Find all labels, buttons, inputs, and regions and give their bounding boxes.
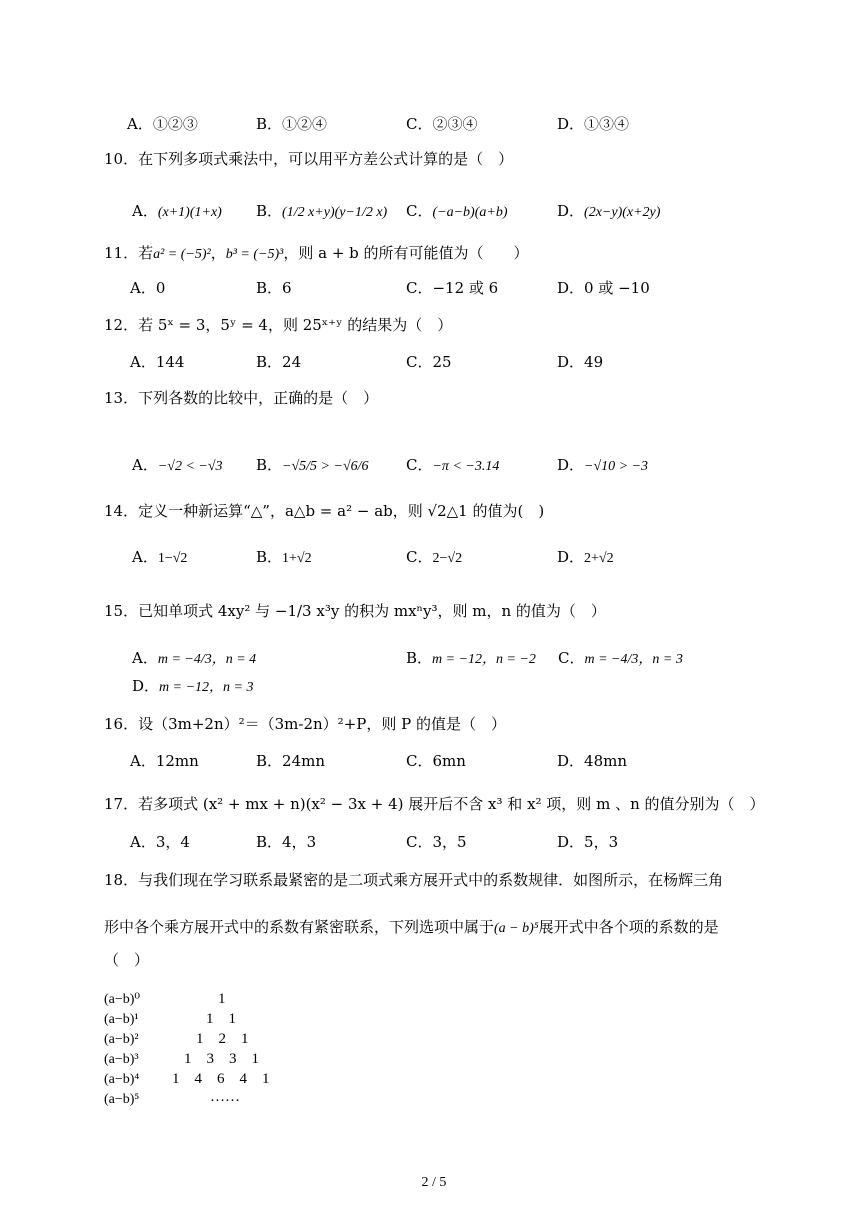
q18-line2 — [104, 917, 719, 939]
q13-option-b — [256, 455, 369, 477]
option-letter: D． — [557, 279, 585, 297]
triangle-row — [104, 1089, 139, 1110]
option-letter: C． — [406, 202, 433, 220]
q14-option-a — [132, 547, 187, 569]
q17-option-b — [256, 832, 316, 852]
q18-line1: 18．与我们现在学习联系最紧密的是二项式乘方展开式中的系数规律．如图所示，在杨辉三角 — [104, 871, 724, 889]
option-letter: A． — [127, 115, 153, 133]
q10-option-d — [557, 201, 660, 223]
q18-line3: （ ） — [104, 951, 150, 969]
option-letter: A． — [132, 548, 158, 566]
option-letter: C． — [558, 649, 585, 667]
option-letter: C． — [406, 279, 433, 297]
row-label: (a−b)⁰ — [104, 992, 141, 1007]
row-nums: 1 4 6 4 1 — [172, 1071, 270, 1087]
option-letter: A． — [132, 456, 158, 474]
q12-option-b — [256, 352, 301, 372]
option-letter: B． — [256, 279, 283, 297]
option-letter: D． — [557, 456, 585, 474]
q17-stem: 17．若多项式 (x² + mx + n)(x² − 3x + 4) 展开后不含 x³ 和 x² 项，则 m 、n 的值分别为（ ） — [104, 795, 765, 813]
option-value: 2−√2 — [432, 551, 463, 566]
yanghui-triangle — [104, 989, 404, 1119]
stem-expr: a² = (−5)² — [153, 247, 211, 262]
option-value: m = −12，n = −2 — [432, 652, 536, 667]
q14-option-b — [256, 547, 312, 569]
option-value: m = −4/3，n = 3 — [584, 652, 683, 667]
stem-expr: b³ = (−5)³ — [225, 247, 284, 262]
option-value: (−a−b)(a+b) — [432, 205, 508, 220]
option-value: 12mn — [155, 752, 199, 770]
option-letter: B． — [256, 833, 283, 851]
option-letter: B． — [256, 353, 283, 371]
stem-prefix: 11．若 — [104, 244, 154, 262]
row-nums: 1 — [218, 991, 226, 1007]
q14-stem: 14．定义一种新运算“△”，a△b = a² − ab，则 √2△1 的值为( ) — [104, 502, 545, 520]
q13-option-d — [557, 455, 648, 477]
option-letter: D． — [557, 833, 585, 851]
q12-option-c — [406, 352, 452, 372]
option-letter: A． — [130, 353, 156, 371]
option-value: 144 — [155, 353, 185, 371]
q15-option-a — [132, 648, 256, 670]
q12-option-d — [557, 352, 603, 372]
q11-option-b — [256, 278, 292, 298]
option-letter: A． — [132, 649, 158, 667]
stem-suffix: ，则 a + b 的所有可能值为（ ） — [283, 244, 529, 262]
option-value: (x+1)(1+x) — [157, 205, 222, 220]
row-nums: 1 2 1 — [196, 1031, 249, 1047]
q15-option-c — [558, 648, 683, 670]
option-value: 4，3 — [282, 833, 317, 851]
option-letter: D． — [557, 115, 585, 133]
q16-stem: 16．设（3m+2n）²＝（3m-2n）²+P，则 P 的值是（ ） — [104, 715, 506, 733]
option-letter: C． — [406, 353, 433, 371]
option-letter: D． — [132, 677, 160, 695]
option-value: −√2 < −√3 — [157, 459, 223, 474]
option-letter: D． — [557, 202, 585, 220]
option-value: 25 — [432, 353, 452, 371]
comma: ， — [210, 244, 226, 262]
row-label: (a−b)⁴ — [104, 1072, 140, 1087]
option-value: −π < −3.14 — [432, 459, 500, 474]
q18-line2-suffix: 展开式中各个项的系数的是 — [538, 918, 719, 936]
option-value: 24mn — [282, 752, 326, 770]
q10-option-a — [132, 201, 222, 223]
option-value: m = −4/3，n = 4 — [157, 652, 257, 667]
option-value: 24 — [282, 353, 302, 371]
option-value: 3，4 — [155, 833, 190, 851]
q17-option-a — [130, 832, 190, 852]
option-value: 6 — [282, 279, 292, 297]
option-value: 5，3 — [584, 833, 619, 851]
row-label: (a−b)¹ — [104, 1012, 139, 1027]
q10-stem: 10．在下列多项式乘法中，可以用平方差公式计算的是（ ） — [104, 150, 514, 168]
q16-option-b — [256, 751, 325, 771]
option-value: −√10 > −3 — [584, 459, 649, 474]
q15-stem: 15．已知单项式 4xy² 与 −1/3 x³y 的积为 mxⁿy³，则 m，n 的值为（ ） — [104, 602, 606, 620]
option-letter: A． — [132, 202, 158, 220]
q9-option-c — [406, 114, 478, 134]
row-nums: 1 3 3 1 — [184, 1051, 260, 1067]
option-letter: D． — [557, 752, 585, 770]
row-label: (a−b)³ — [104, 1052, 139, 1067]
triangle-row — [104, 1049, 139, 1070]
option-value: ①③④ — [584, 115, 630, 133]
triangle-row — [104, 1009, 139, 1030]
q9-option-d — [557, 114, 629, 134]
option-value: −√5/5 > −√6/6 — [282, 459, 369, 474]
option-letter: C． — [406, 456, 433, 474]
q18-line2-prefix: 形中各个乘方展开式中的系数有紧密联系，下列选项中属于 — [104, 918, 495, 936]
q16-option-a — [130, 751, 199, 771]
q17-option-d — [557, 832, 618, 852]
q12-stem: 12．若 5ˣ = 3，5ʸ = 4，则 25ˣ⁺ʸ 的结果为（ ） — [104, 316, 453, 334]
option-letter: A． — [130, 833, 156, 851]
option-letter: B． — [256, 752, 283, 770]
q15-option-b — [406, 648, 536, 670]
option-value: (1/2 x+y)(y−1/2 x) — [282, 205, 388, 220]
q9-option-b — [256, 114, 327, 134]
option-value: m = −12，n = 3 — [159, 680, 254, 695]
triangle-row — [104, 1029, 139, 1050]
q15-option-d — [132, 676, 253, 698]
q12-option-a — [130, 352, 184, 372]
option-value: ①②③ — [152, 115, 198, 133]
q17-option-c — [406, 832, 467, 852]
option-value: 48mn — [584, 752, 628, 770]
row-nums: …… — [210, 1089, 240, 1105]
option-value: 3，5 — [432, 833, 467, 851]
q13-option-a — [132, 455, 223, 477]
option-value: 0 — [155, 279, 166, 297]
option-letter: D． — [557, 548, 585, 566]
option-value: 49 — [584, 353, 604, 371]
option-value: −12 或 6 — [432, 279, 499, 297]
option-letter: C． — [406, 115, 433, 133]
q13-stem: 13．下列各数的比较中，正确的是（ ） — [104, 389, 379, 407]
option-value: (2x−y)(x+2y) — [584, 205, 661, 220]
q11-stem — [104, 243, 529, 265]
option-letter: C． — [406, 833, 433, 851]
option-value: 1+√2 — [282, 551, 312, 566]
option-letter: A． — [130, 279, 156, 297]
option-letter: B． — [256, 456, 283, 474]
option-letter: C． — [406, 548, 433, 566]
row-label: (a−b)² — [104, 1032, 139, 1047]
q11-option-a — [130, 278, 165, 298]
q14-option-d — [557, 547, 614, 569]
option-value: 2+√2 — [584, 551, 614, 566]
triangle-row — [104, 989, 140, 1010]
option-value: ①②④ — [282, 115, 328, 133]
option-letter: B． — [256, 202, 283, 220]
option-value: 6mn — [432, 752, 466, 770]
option-letter: B． — [406, 649, 433, 667]
q10-option-b — [256, 201, 387, 223]
q14-option-c — [406, 547, 462, 569]
option-value: ②③④ — [432, 115, 478, 133]
option-letter: B． — [256, 548, 283, 566]
q13-option-c — [406, 455, 499, 477]
page-number: 2 / 5 — [421, 1175, 447, 1190]
q16-option-c — [406, 751, 466, 771]
option-letter: A． — [130, 752, 156, 770]
row-label: (a−b)⁵ — [104, 1092, 140, 1107]
q10-option-c — [406, 201, 507, 223]
option-value: 1−√2 — [157, 551, 188, 566]
row-nums: 1 1 — [206, 1011, 237, 1027]
q11-option-c — [406, 278, 498, 298]
option-letter: D． — [557, 353, 585, 371]
triangle-row — [104, 1069, 139, 1090]
option-letter: B． — [256, 115, 283, 133]
q11-option-d — [557, 278, 650, 298]
option-value: 0 或 −10 — [584, 279, 650, 297]
q9-option-a — [127, 114, 198, 134]
option-letter: C． — [406, 752, 433, 770]
q18-line2-expr: (a − b)⁵ — [494, 921, 539, 936]
q16-option-d — [557, 751, 627, 771]
